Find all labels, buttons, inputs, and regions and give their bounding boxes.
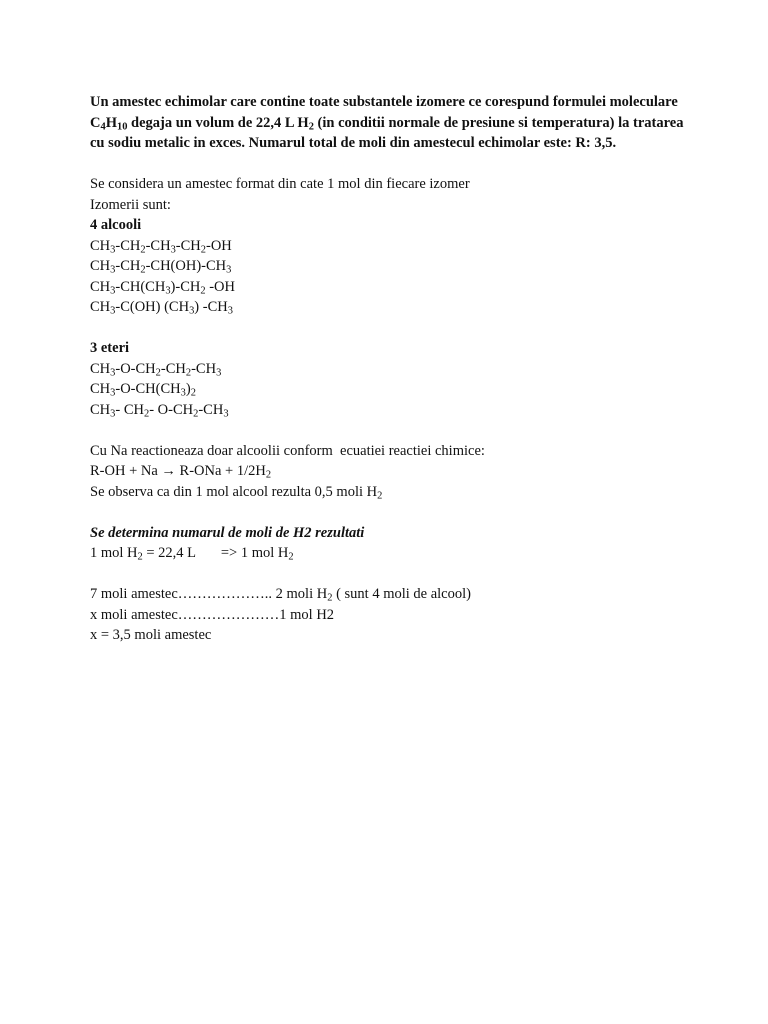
formula-text: 1 mol H [90, 545, 138, 561]
reaction-observation [90, 482, 690, 503]
ether-formula [90, 379, 690, 400]
formula-text: -CH [115, 258, 141, 274]
subscript: 2 [140, 264, 146, 276]
formula-text: -CH(CH [115, 278, 166, 295]
formula-text: -CH [175, 237, 201, 254]
formula-text: CH [90, 401, 111, 418]
problem-text: Un amestec echimolar care contine toate substantele izomere ce corespund formulei moleculare C [90, 94, 678, 131]
subscript: 2 [200, 244, 206, 256]
formula-text: R-OH + Na → R-ONa + 1/2H [90, 463, 266, 479]
ether-formula [90, 400, 690, 421]
formula-text: 7 moli amestec……………….. 2 moli H [90, 586, 328, 602]
intro-line: Izomerii sunt: [90, 196, 171, 213]
formula-text: ) [185, 381, 191, 397]
formula-text: = 22,4 L => 1 mol H [142, 545, 289, 561]
subscript: 10 [116, 121, 128, 133]
subscript: 2 [288, 551, 294, 563]
formula-text: -CH [198, 401, 224, 418]
problem-text: degaja un volum de 22,4 L H [127, 114, 309, 131]
formula-text: )-CH [170, 278, 201, 295]
spacer [90, 502, 690, 523]
alcohol-formula [90, 256, 690, 277]
proportion-line: x moli amestec…………………1 mol H2 [90, 606, 335, 623]
formula-text: -C(OH) (CH [115, 299, 190, 315]
formula-text: CH [90, 381, 111, 397]
formula-text: ) -CH [194, 299, 228, 315]
proportion-line [90, 584, 690, 605]
formula-text: -OH [205, 237, 232, 254]
formula-text: -O-CH(CH [115, 381, 181, 397]
subscript: 3 [227, 305, 233, 317]
determination-line [90, 543, 690, 564]
subscript: 3 [110, 264, 116, 276]
formula-text: CH [90, 299, 111, 315]
subscript: 3 [226, 264, 232, 276]
formula-text: -O-CH [115, 360, 156, 377]
subscript: 2 [185, 367, 192, 379]
formula-text: -CH [191, 360, 217, 377]
subscript: 3 [170, 244, 176, 256]
formula-text: ( sunt 4 moli de alcool) [332, 586, 471, 602]
formula-text: CH [90, 258, 111, 274]
problem-text: (in conditii normale de presiune si temperatura) la tratarea cu sodiu metalic in exces. Numarul total de moli din amestecul echimolar este: R: 3,5. [90, 114, 684, 151]
subscript: 3 [180, 387, 186, 399]
spacer [90, 420, 690, 441]
subscript: 3 [110, 387, 116, 399]
alcohol-formula [90, 277, 690, 298]
subscript: 2 [265, 469, 272, 481]
subscript: 2 [155, 367, 161, 379]
formula-text: CH [90, 237, 111, 254]
problem-statement [90, 92, 690, 154]
formula-text: - O-CH [149, 401, 194, 418]
subscript: 3 [110, 244, 116, 256]
formula-text: -OH [205, 278, 235, 295]
formula-text: CH [90, 278, 111, 295]
subscript: 2 [200, 285, 206, 297]
subscript: 3 [216, 367, 222, 379]
formula-text: CH [90, 360, 111, 377]
subscript: 2 [377, 490, 383, 502]
subscript: 3 [189, 305, 195, 317]
reaction-equation [90, 461, 690, 482]
formula-text: - CH [115, 401, 144, 418]
document-content [90, 92, 690, 646]
subscript: 3 [110, 285, 116, 297]
subscript: 3 [223, 408, 229, 420]
subscript: 3 [110, 408, 116, 420]
subscript: 2 [140, 244, 146, 256]
alcohols-heading: 4 alcooli [90, 217, 142, 233]
formula-text: -CH [145, 237, 171, 254]
subscript: 2 [308, 121, 314, 133]
spacer [90, 564, 690, 585]
subscript: 3 [165, 285, 171, 297]
subscript: 2 [143, 408, 150, 420]
spacer [90, 318, 690, 339]
intro-line: Se considera un amestec format din cate 1 mol din fiecare izomer [90, 176, 470, 192]
alcohol-formula [90, 236, 690, 257]
subscript: 2 [137, 551, 143, 563]
subscript: 2 [190, 387, 196, 399]
problem-text: H [105, 114, 117, 131]
subscript: 3 [110, 367, 116, 379]
alcohol-formula [90, 297, 690, 318]
formula-text: Se observa ca din 1 mol alcool rezulta 0,5 moli H [90, 483, 378, 500]
subscript: 2 [327, 592, 333, 604]
ethers-heading: 3 eteri [90, 340, 130, 356]
subscript: 4 [100, 121, 106, 133]
result-line: x = 3,5 moli amestec [90, 627, 212, 643]
subscript: 2 [193, 408, 199, 420]
spacer [90, 154, 690, 175]
formula-text: -CH [160, 360, 186, 377]
subscript: 3 [110, 305, 116, 317]
determination-heading: Se determina numarul de moli de H2 rezultati [90, 524, 365, 541]
reaction-text: Cu Na reactioneaza doar alcoolii conform ecuatiei reactiei chimice: [90, 442, 485, 459]
formula-text: -CH [115, 237, 141, 254]
ether-formula [90, 359, 690, 380]
formula-text: -CH(OH)-CH [145, 258, 227, 274]
